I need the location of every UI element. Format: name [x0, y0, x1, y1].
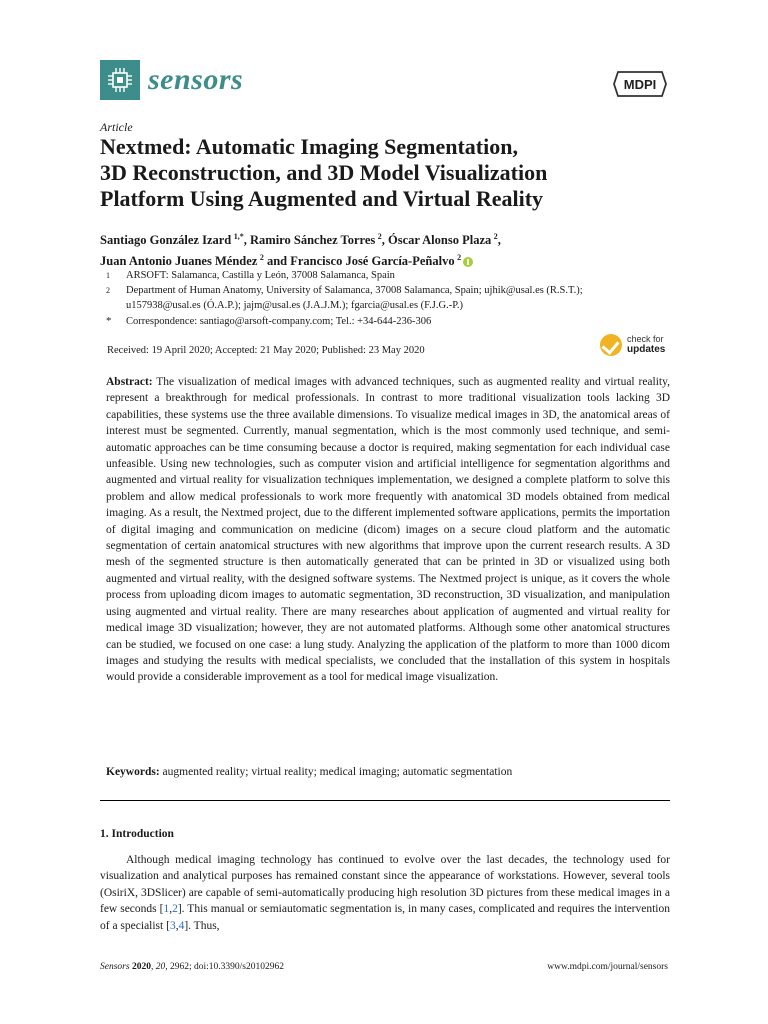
check-updates-line1: check for — [627, 334, 664, 344]
affil-text: u157938@usal.es (Ó.A.P.); jajm@usal.es (J.A.J.M.); fgarcia@usal.es (F.J.G.-P.) — [126, 300, 464, 311]
citation-link[interactable]: 1 — [163, 903, 170, 916]
author-name[interactable]: , Ramiro Sánchez Torres — [243, 233, 376, 248]
affil-mark: * — [106, 315, 112, 327]
section-heading: 1. Introduction — [100, 828, 174, 840]
article-type: Article — [100, 120, 133, 134]
author-separator: , — [497, 233, 501, 248]
chip-icon — [105, 65, 135, 95]
journal-logo — [100, 60, 140, 100]
affil-mark: 1 — [106, 271, 110, 280]
article-title — [100, 134, 670, 212]
affil-text: Department of Human Anatomy, University of Salamanca, 37008 Salamanca, Spain; ujhik@usal.es (R.S.T.); — [126, 285, 583, 296]
footer-journal: Sensors — [100, 962, 130, 972]
author-name[interactable]: , Óscar Alonso Plaza — [381, 233, 492, 248]
author-affil-sup: 2 — [377, 232, 382, 241]
intro-paragraph — [100, 852, 670, 934]
affil-text: Correspondence: santiago@arsoft-company.com; Tel.: +34-644-236-306 — [126, 316, 432, 327]
author-list — [100, 228, 670, 270]
abstract — [106, 374, 670, 686]
footer-citation: Sensors 2020, 20, 2962; doi:10.3390/s20102962 — [100, 962, 284, 972]
author-affil-sup: 2 — [259, 253, 264, 263]
abstract-text: The visualization of medical images with advanced techniques, such as augmented reality and virtual reality, represent a breakthrough for medical professionals. In contrast to more traditional visualization tools lacking 3D capabilities, these systems use the three available dimensions. To visualize medical images in 3D, the anatomical areas of interest must be segmented. Currently, manual segmentation, which is the most commonly used technique, and semi-automatic approaches can be time consuming because a doctor is required, making segmentation for each individual case unfeasible. Using new technologies, such as computer vision and artificial intelligence for segmentation algorithms and augmented and virtual reality for visualization techniques implementation, we designed a complete platform to solve this problem and allow medical professionals to work more frequently with anatomical 3D models obtained from medical imaging. As a result, the Nextmed project, due to the different implemented software applications, permits the importation of digital imaging and communication on medicine (dicom) images on a secure cloud platform and the automatic segmentation of certain anatomical structures with new algorithms that improve upon the current research results. A 3D mesh of the segmented structure is then automatically generated that can be printed in 3D or visualized using both augmented and virtual reality, with the designed software systems. The Nextmed project is unique, as it covers the whole process from uploading dicom images to automatic segmentation, 3D reconstruction, 3D visualization, and manipulation using augmented and virtual reality. There are many researches about application of augmented and virtual reality for medical image 3D visualization; however, they are not automated platforms. Although some other anatomical structures can be studied, we focused on one case: a lung study. Analyzing the application of the platform to more than 1000 dicom images and studying the results with medical specialists, we concluded that the installation of this system in hospitals would provide a considerable improvement as a tool for medical image visualization. — [106, 376, 670, 684]
abstract-label: Abstract: — [106, 376, 153, 388]
check-icon — [600, 334, 622, 356]
title-line: Platform Using Augmented and Virtual Reality — [100, 186, 544, 211]
keywords-label: Keywords: — [106, 766, 160, 778]
author-affil-sup: 1,* — [233, 232, 244, 241]
affil-mark: 2 — [106, 286, 110, 295]
paragraph-text: ]. This manual or semiautomatic segmentation is, in many cases, complicated and requires the intervention of a specialist [ — [100, 903, 670, 932]
orcid-icon[interactable] — [463, 257, 473, 267]
author-name[interactable]: Santiago González Izard — [100, 233, 232, 248]
citation-separator: , — [175, 919, 179, 932]
keywords — [106, 766, 670, 778]
citation-link[interactable]: 4 — [178, 919, 185, 932]
mdpi-logo — [612, 70, 668, 98]
affiliation-2 — [100, 283, 670, 313]
author-name[interactable]: Juan Antonio Juanes Méndez — [100, 254, 258, 269]
paragraph-text: Although medical imaging technology has continued to evolve over the last decades, the technology used for visualization and analytical purposes has remained constant since the appearance of workstations. However, several tools (OsiriX, 3DSlicer) are capable of semi-automatically producing high resolution 3D pictures from these medical images in a few seconds [ — [100, 854, 670, 916]
citation-link[interactable]: 2 — [172, 903, 178, 916]
affiliation-1 — [100, 268, 670, 283]
footer-volume: 20 — [155, 962, 166, 972]
affil-text: ARSOFT: Salamanca, Castilla y León, 37008 Salamanca, Spain — [126, 270, 395, 281]
correspondence — [100, 314, 670, 329]
check-updates-line2: updates — [627, 344, 666, 355]
author-name[interactable]: and Francisco José García-Peñalvo — [263, 254, 455, 269]
citation-separator: , — [169, 903, 173, 916]
footer-doi: , 2962; doi:10.3390/s20102962 — [165, 962, 284, 972]
author-affil-sup: 2 — [493, 232, 498, 241]
divider — [100, 800, 670, 801]
paragraph-text: ]. Thus, — [184, 919, 220, 932]
keywords-text: augmented reality; virtual reality; medical imaging; automatic segmentation — [162, 766, 513, 778]
footer-url[interactable]: www.mdpi.com/journal/sensors — [547, 962, 668, 972]
journal-name: sensors — [148, 63, 244, 96]
title-line: 3D Reconstruction, and 3D Model Visualization — [100, 160, 548, 185]
citation-link[interactable]: 3 — [169, 919, 176, 932]
footer-year: 2020 — [131, 962, 151, 972]
title-line: Nextmed: Automatic Imaging Segmentation, — [100, 134, 518, 159]
publisher-name: MDPI — [623, 77, 657, 92]
publication-dates: Received: 19 April 2020; Accepted: 21 May 2020; Published: 23 May 2020 — [107, 345, 425, 356]
check-for-updates-badge[interactable] — [600, 334, 670, 358]
author-affil-sup: 2 — [457, 253, 462, 263]
